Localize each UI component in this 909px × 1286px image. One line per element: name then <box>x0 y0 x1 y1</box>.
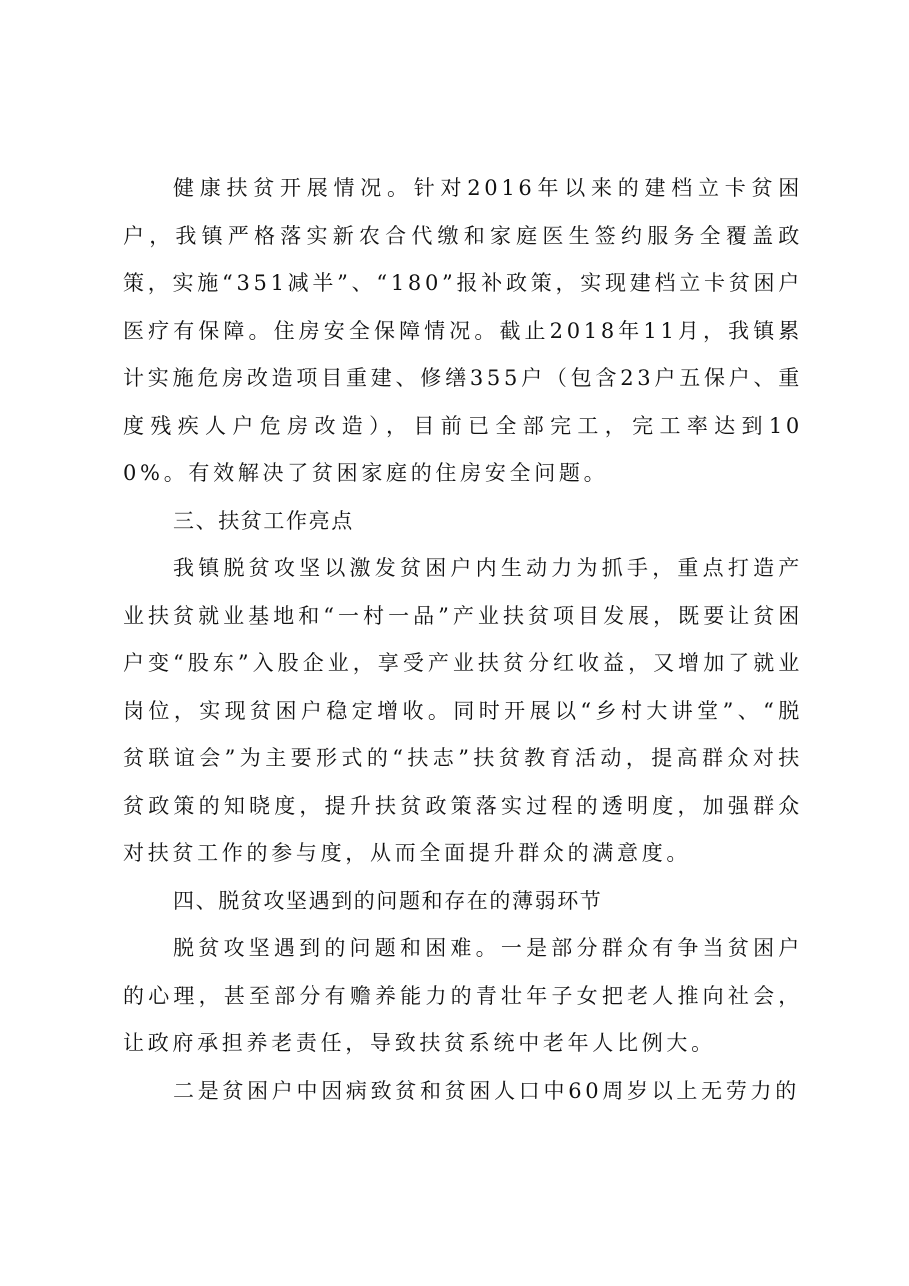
section-heading-highlights: 三、扶贫工作亮点 <box>173 508 354 533</box>
paragraph-problems-first: 脱贫攻坚遇到的问题和困难。一是部分群众有争当贫困户的心理，甚至部分有赡养能力的青壮年子女把老人推向社会，让政府承担养老责任，导致扶贫系统中老年人比例大。 <box>123 936 803 1055</box>
section-heading-problems: 四、脱贫攻坚遇到的问题和存在的薄弱环节 <box>173 888 603 913</box>
document-body <box>123 165 803 1115</box>
paragraph-health-housing: 健康扶贫开展情况。针对2016年以来的建档立卡贫困户，我镇严格落实新农合代缴和家庭医生签约服务全覆盖政策，实施“351减半”、“180”报补政策，实现建档立卡贫困户医疗有保障。住房安全保障情况。截止2018年11月，我镇累计实施危房改造项目重建、修缮355户（包含23户五保户、重度残疾人户危房改造），目前已全部完工，完工率达到100%。有效解决了贫困家庭的住房安全问题。 <box>123 176 803 485</box>
paragraph-highlights: 我镇脱贫攻坚以激发贫困户内生动力为抓手，重点打造产业扶贫就业基地和“一村一品”产业扶贫项目发展，既要让贫困户变“股东”入股企业，享受产业扶贫分红收益，又增加了就业岗位，实现贫困户稳定增收。同时开展以“乡村大讲堂”、“脱贫联谊会”为主要形式的“扶志”扶贫教育活动，提高群众对扶贫政策的知晓度，提升扶贫政策落实过程的透明度，加强群众对扶贫工作的参与度，从而全面提升群众的满意度。 <box>123 556 803 865</box>
paragraph-problems-second: 二是贫困户中因病致贫和贫困人口中60周岁以上无劳力的 <box>173 1078 800 1103</box>
